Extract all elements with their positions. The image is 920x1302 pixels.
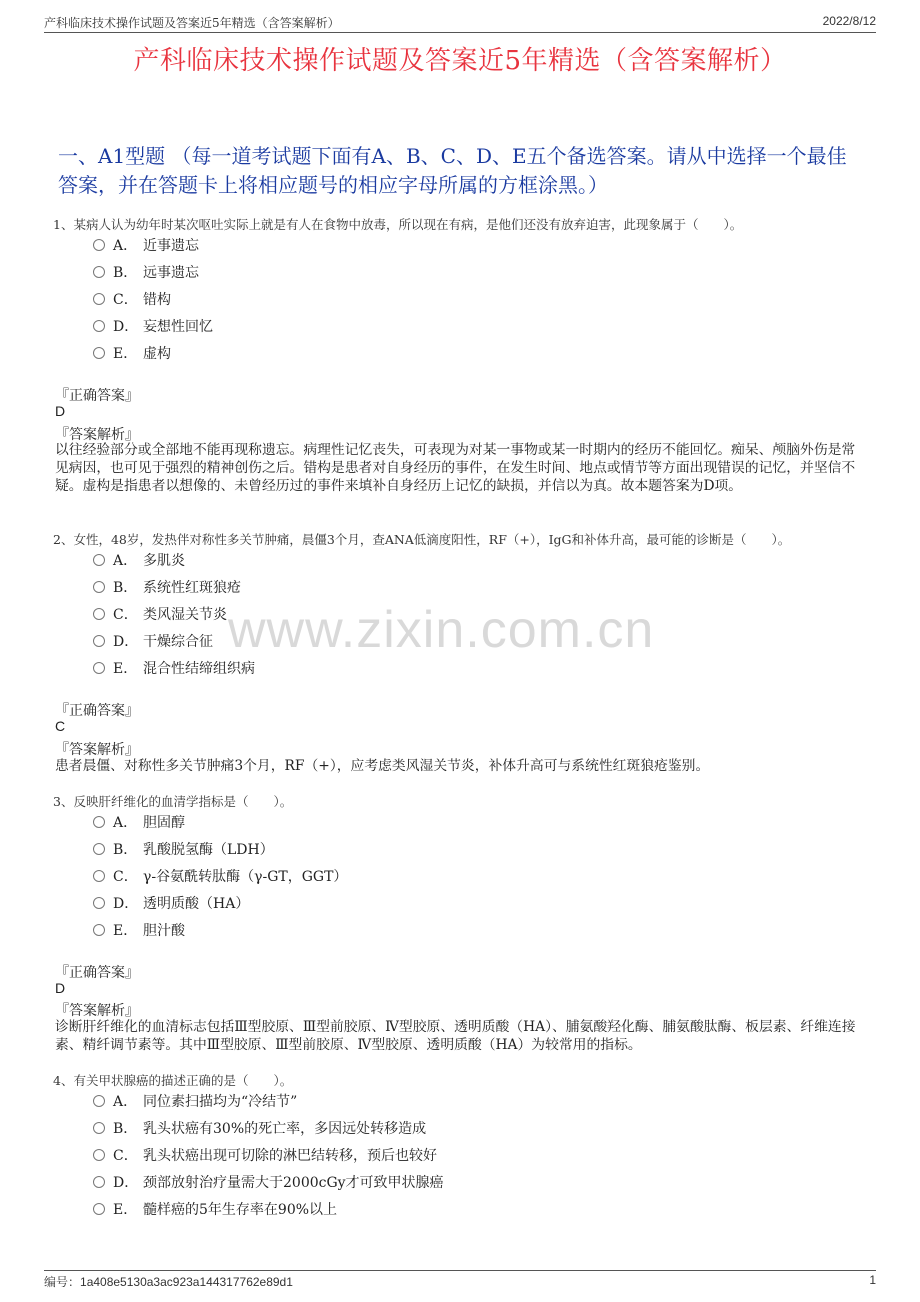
option-text: 乳头状癌出现可切除的淋巴结转移，预后也较好 [143, 1148, 437, 1164]
option-text: 系统性红斑狼疮 [143, 580, 241, 596]
option-row[interactable] [93, 812, 185, 832]
answer-analysis: 诊断肝纤维化的血清标志包括Ⅲ型胶原、Ⅲ型前胶原、Ⅳ型胶原、透明质酸（HA）、脯氨酸羟化酶、脯氨酸肽酶、板层素、纤维连接素、精纤调节素等。其中Ⅲ型胶原、Ⅲ型前胶原、Ⅳ型胶原、透明质酸（HA）为较常用的指标。 [55, 1019, 856, 1053]
radio-icon[interactable] [93, 1176, 105, 1188]
radio-icon[interactable] [93, 347, 105, 359]
option-letter: E． [113, 661, 138, 677]
option-row[interactable] [93, 631, 213, 651]
option-letter: C． [113, 1148, 138, 1164]
radio-icon[interactable] [93, 635, 105, 647]
option-text: 干燥综合征 [143, 634, 213, 650]
option-text: 乳酸脱氢酶（LDH） [143, 842, 274, 858]
footer-code: 1a408e5130a3ac923a144317762e89d1 [80, 1275, 293, 1289]
radio-icon[interactable] [93, 897, 105, 909]
radio-icon[interactable] [93, 924, 105, 936]
option-text: 虚构 [143, 346, 171, 362]
question-stem: 4、有关甲状腺癌的描述正确的是（ ）。 [53, 1073, 293, 1088]
option-row[interactable] [93, 1091, 297, 1111]
option-letter: B． [113, 265, 138, 281]
footer-code-label: 编号： [44, 1275, 81, 1289]
radio-icon[interactable] [93, 662, 105, 674]
header-doc-title: 产科临床技术操作试题及答案近5年精选（含答案解析） [44, 16, 340, 30]
option-row[interactable] [93, 1199, 337, 1219]
radio-icon[interactable] [93, 293, 105, 305]
correct-answer-label: 『正确答案』 [55, 703, 139, 719]
correct-answer-label: 『正确答案』 [55, 388, 139, 404]
answer-analysis: 患者晨僵、对称性多关节肿痛3个月，RF（+），应考虑类风湿关节炎，补体升高可与系统性红斑狼疮鉴别。 [55, 758, 710, 774]
document-title: 产科临床技术操作试题及答案近5年精选（含答案解析） [133, 46, 787, 76]
page-header [44, 12, 876, 33]
option-row[interactable] [93, 262, 199, 282]
option-letter: E． [113, 346, 138, 362]
option-letter: E． [113, 1202, 138, 1218]
option-row[interactable] [93, 550, 185, 570]
option-letter: A． [113, 815, 138, 831]
option-letter: A． [113, 1094, 138, 1110]
option-text: 妄想性回忆 [143, 319, 213, 335]
question-stem: 2、女性，48岁，发热伴对称性多关节肿痛，晨僵3个月，查ANA低滴度阳性，RF（+），IgG和补体升高，最可能的诊断是（ ）。 [53, 532, 791, 547]
radio-icon[interactable] [93, 581, 105, 593]
correct-answer: D [55, 403, 66, 419]
option-row[interactable] [93, 839, 274, 859]
analysis-label: 『答案解析』 [55, 1003, 139, 1019]
radio-icon[interactable] [93, 1095, 105, 1107]
radio-icon[interactable] [93, 1203, 105, 1215]
option-letter: D． [113, 896, 139, 912]
section-heading: 一、A1型题 （每一道考试题下面有A、B、C、D、E五个备选答案。请从中选择一个最佳答案，并在答题卡上将相应题号的相应字母所属的方框涂黑。） [58, 144, 847, 197]
radio-icon[interactable] [93, 870, 105, 882]
radio-icon[interactable] [93, 843, 105, 855]
option-row[interactable] [93, 604, 227, 624]
option-row[interactable] [93, 1145, 437, 1165]
question-stem: 1、某病人认为幼年时某次呕吐实际上就是有人在食物中放毒，所以现在有病，是他们还没有放弃迫害，此现象属于（ ）。 [53, 217, 743, 232]
option-letter: D． [113, 319, 139, 335]
option-text: 颈部放射治疗量需大于2000cGy才可致甲状腺癌 [143, 1175, 444, 1191]
option-letter: C． [113, 869, 138, 885]
page-number: 1 [869, 1273, 876, 1287]
option-row[interactable] [93, 577, 241, 597]
option-row[interactable] [93, 658, 255, 678]
option-letter: C． [113, 292, 138, 308]
option-letter: C． [113, 607, 138, 623]
option-letter: B． [113, 1121, 138, 1137]
option-letter: A． [113, 553, 138, 569]
option-row[interactable] [93, 289, 171, 309]
watermark: www.zixin.com.cn [228, 601, 655, 659]
question-stem: 3、反映肝纤维化的血清学指标是（ ）。 [53, 794, 293, 809]
option-text: 类风湿关节炎 [143, 607, 227, 623]
analysis-label: 『答案解析』 [55, 742, 139, 758]
option-text: 近事遗忘 [143, 238, 199, 254]
option-row[interactable] [93, 343, 171, 363]
option-row[interactable] [93, 866, 347, 886]
radio-icon[interactable] [93, 1149, 105, 1161]
analysis-label: 『答案解析』 [55, 427, 139, 443]
option-letter: B． [113, 580, 138, 596]
option-letter: D． [113, 634, 139, 650]
radio-icon[interactable] [93, 320, 105, 332]
option-text: 透明质酸（HA） [143, 896, 250, 912]
option-text: γ-谷氨酰转肽酶（γ-GT，GGT） [143, 869, 348, 885]
option-text: 错构 [143, 292, 171, 308]
radio-icon[interactable] [93, 816, 105, 828]
radio-icon[interactable] [93, 266, 105, 278]
option-letter: B． [113, 842, 138, 858]
option-text: 胆汁酸 [143, 923, 185, 939]
option-text: 混合性结缔组织病 [143, 661, 255, 677]
option-row[interactable] [93, 920, 185, 940]
header-date: 2022/8/12 [822, 14, 876, 28]
option-text: 多肌炎 [143, 553, 185, 569]
radio-icon[interactable] [93, 1122, 105, 1134]
option-letter: A． [113, 238, 138, 254]
option-row[interactable] [93, 316, 213, 336]
page-footer [44, 1270, 876, 1290]
radio-icon[interactable] [93, 608, 105, 620]
option-row[interactable] [93, 1172, 444, 1192]
radio-icon[interactable] [93, 239, 105, 251]
option-letter: E． [113, 923, 138, 939]
option-text: 同位素扫描均为“冷结节” [143, 1094, 298, 1110]
correct-answer: D [55, 980, 66, 996]
option-letter: D． [113, 1175, 139, 1191]
correct-answer: C [55, 718, 66, 734]
option-text: 乳头状癌有30%的死亡率，多因远处转移造成 [143, 1121, 427, 1137]
radio-icon[interactable] [93, 554, 105, 566]
answer-analysis: 以往经验部分或全部地不能再现称遗忘。病理性记忆丧失，可表现为对某一事物或某一时期内的经历不能回忆。痴呆、颅脑外伤是常见病因，也可见于强烈的精神创伤之后。错构是患者对自身经历的事件，在发生时间、地点或情节等方面出现错误的记忆，并坚信不疑。虚构是指患者以想像的、未曾经历过的事件来填补自身经历上记忆的缺损，并信以为真。故本题答案为D项。 [55, 442, 856, 494]
correct-answer-label: 『正确答案』 [55, 965, 139, 981]
option-text: 髓样癌的5年生存率在90%以上 [143, 1202, 338, 1218]
option-text: 胆固醇 [143, 815, 185, 831]
option-row[interactable] [93, 1118, 426, 1138]
option-row[interactable] [93, 235, 199, 255]
option-text: 远事遗忘 [143, 265, 199, 281]
option-row[interactable] [93, 893, 249, 913]
